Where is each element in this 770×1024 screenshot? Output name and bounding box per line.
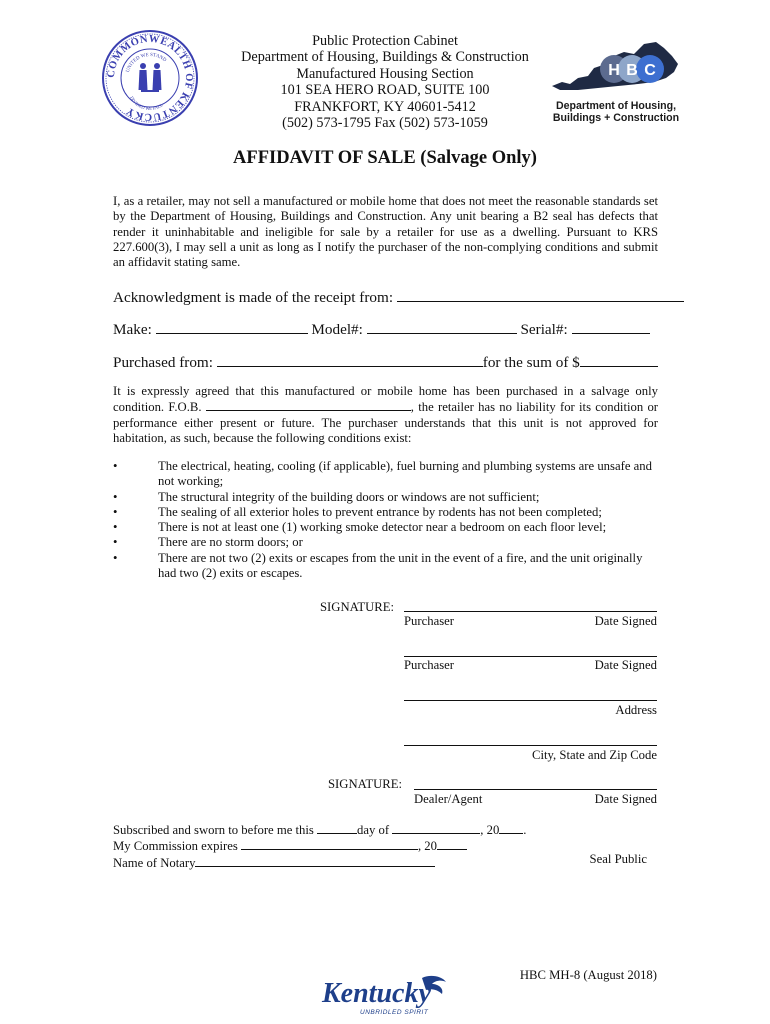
date-signed-caption-1: Date Signed <box>594 614 657 628</box>
seal-inner-text: UNITED WE STAND <box>125 52 167 74</box>
sum-label: for the sum of $ <box>482 354 580 371</box>
bullet: • <box>113 489 118 504</box>
condition-text: There are no storm doors; or <box>158 535 303 550</box>
sum-field[interactable] <box>580 353 658 367</box>
purchaser-signature-line-2[interactable] <box>404 656 657 657</box>
commission-text-b: , 20 <box>417 839 437 854</box>
salvage-agreement-paragraph <box>113 384 658 446</box>
kentucky-unbridled-spirit-logo <box>318 972 453 1018</box>
purchased-from-field[interactable] <box>217 353 483 367</box>
condition-text: There are not two (2) exits or escapes from the unit in the event of a fire, and the unit originally had two (2) exits or escapes. <box>158 550 643 581</box>
hbc-letter-h: H <box>608 62 620 79</box>
commission-text-a: My Commission expires <box>113 839 241 854</box>
kentucky-logo-graphic <box>318 972 453 1018</box>
make-field[interactable] <box>156 320 308 334</box>
kentucky-map-graphic <box>548 34 684 98</box>
acknowledgment-label: Acknowledgment is made of the receipt from: <box>113 289 397 306</box>
make-label: Make: <box>113 321 156 338</box>
date-signed-caption-2: Date Signed <box>594 658 657 672</box>
month-field[interactable] <box>392 822 480 834</box>
address-caption: Address <box>615 703 657 717</box>
bullet: • <box>113 550 118 565</box>
unit-identification-row <box>113 320 658 339</box>
acknowledgment-row <box>113 288 658 307</box>
purchaser-signature-line-1[interactable] <box>404 611 657 612</box>
day-field[interactable] <box>317 822 357 834</box>
serial-label: Serial#: <box>520 321 572 338</box>
hbc-caption <box>548 100 684 124</box>
bullet: • <box>113 520 118 535</box>
commission-date-field[interactable] <box>241 838 418 850</box>
agency-header <box>200 33 570 131</box>
condition-item <box>113 490 658 505</box>
hbc-letter-c: C <box>644 62 656 79</box>
state-seal-graphic <box>100 28 200 128</box>
year-field[interactable] <box>499 822 523 834</box>
header-cabinet: Public Protection Cabinet <box>312 33 458 49</box>
purchaser-signature-label: SIGNATURE: <box>320 600 395 614</box>
commission-year-field[interactable] <box>437 838 467 850</box>
unbridled-spirit-tagline: UNBRIDLED SPIRIT <box>360 1009 429 1016</box>
fob-field[interactable] <box>206 399 411 411</box>
model-field[interactable] <box>367 320 517 334</box>
header-city-state-zip: FRANKFORT, KY 40601-5412 <box>294 98 476 115</box>
condition-item <box>113 551 658 582</box>
header-phone-fax: (502) 573-1795 Fax (502) 573-1059 <box>282 115 488 132</box>
document-title: AFFIDAVIT OF SALE (Salvage Only) <box>233 148 537 168</box>
seal-public-label: Seal Public <box>589 852 647 866</box>
model-label: Model#: <box>311 321 367 338</box>
serial-field[interactable] <box>572 320 650 334</box>
header-department: Department of Housing, Buildings & Construction <box>241 49 529 66</box>
conditions-list <box>113 459 658 581</box>
address-line[interactable] <box>404 700 657 701</box>
date-signed-caption-3: Date Signed <box>594 792 657 806</box>
hbc-caption-line2: Buildings + Construction <box>552 112 680 124</box>
condition-item <box>113 505 658 520</box>
notary-name-field[interactable] <box>195 855 435 867</box>
hbc-logo <box>548 34 684 126</box>
city-state-zip-caption: City, State and Zip Code <box>532 748 657 762</box>
condition-item <box>113 520 658 535</box>
hbc-letter-b: B <box>626 62 638 79</box>
purchased-from-label: Purchased from: <box>113 354 217 371</box>
kentucky-wordmark: Kentucky <box>322 978 431 1009</box>
agreement-text-part1: It is expressly agreed that this manufactured or mobile home has been purchased in a salvage only condition. F.O.B. <box>113 384 658 415</box>
seal-bottom-text: DIVIDED WE FALL <box>129 95 164 112</box>
agreement-text-part2: , the retailer has no liability for its condition or performance either present or future. The purchaser understands that this unit is not approved for habitation, as such, because the following conditions exist: <box>113 400 659 445</box>
bullet: • <box>113 459 118 473</box>
condition-item <box>113 535 658 550</box>
state-seal <box>100 28 200 128</box>
subscribed-text-c: , 20 <box>480 823 500 837</box>
subscribed-text-d: . <box>523 823 527 837</box>
condition-text: The electrical, heating, cooling (if applicable), fuel burning and plumbing systems are unsafe and not working; <box>158 459 652 489</box>
purchaser-caption-2: Purchaser <box>404 658 455 672</box>
hbc-caption-line1: Department of Housing, <box>555 100 677 112</box>
intro-paragraph: I, as a retailer, may not sell a manufactured or mobile home that does not meet the reasonable standards set by the Department of Housing, Buildings and Construction. Any unit bearing a B2 seal has defects that render it uninhabitable and ineligible for sale by a retailer for use as a dwelling. Pursuant to KRS 227.600(3), I may sell a unit as long as I notify the purchaser of the non-complying conditions and submit an affidavit stating same. <box>113 194 658 270</box>
condition-text: The structural integrity of the building doors or windows are not sufficient; <box>158 489 540 504</box>
acknowledgment-field[interactable] <box>397 288 684 302</box>
bullet: • <box>113 535 118 550</box>
form-identifier: HBC MH-8 (August 2018) <box>519 968 657 982</box>
city-state-zip-line[interactable] <box>404 745 657 746</box>
dealer-agent-caption: Dealer/Agent <box>414 792 483 806</box>
subscribed-text-b: day of <box>357 823 393 837</box>
bullet: • <box>113 504 118 519</box>
seal-ring-text: COMMONWEALTH OF KENTUCKY <box>105 33 195 123</box>
subscribed-line <box>113 822 658 838</box>
notary-name-label: Name of Notary <box>113 855 196 870</box>
condition-item <box>113 459 658 490</box>
condition-text: There is not at least one (1) working smoke detector near a bedroom on each floor level; <box>158 520 607 535</box>
dealer-signature-line[interactable] <box>414 789 657 790</box>
header-section: Manufactured Housing Section <box>296 65 474 82</box>
header-street-address: 101 SEA HERO ROAD, SUITE 100 <box>280 82 490 99</box>
purchaser-caption-1: Purchaser <box>404 614 455 628</box>
purchased-row <box>113 353 658 372</box>
dealer-signature-label: SIGNATURE: <box>328 777 403 791</box>
condition-text: The sealing of all exterior holes to prevent entrance by rodents has not been completed; <box>158 504 602 519</box>
subscribed-text-a: Subscribed and sworn to before me this <box>113 823 318 837</box>
